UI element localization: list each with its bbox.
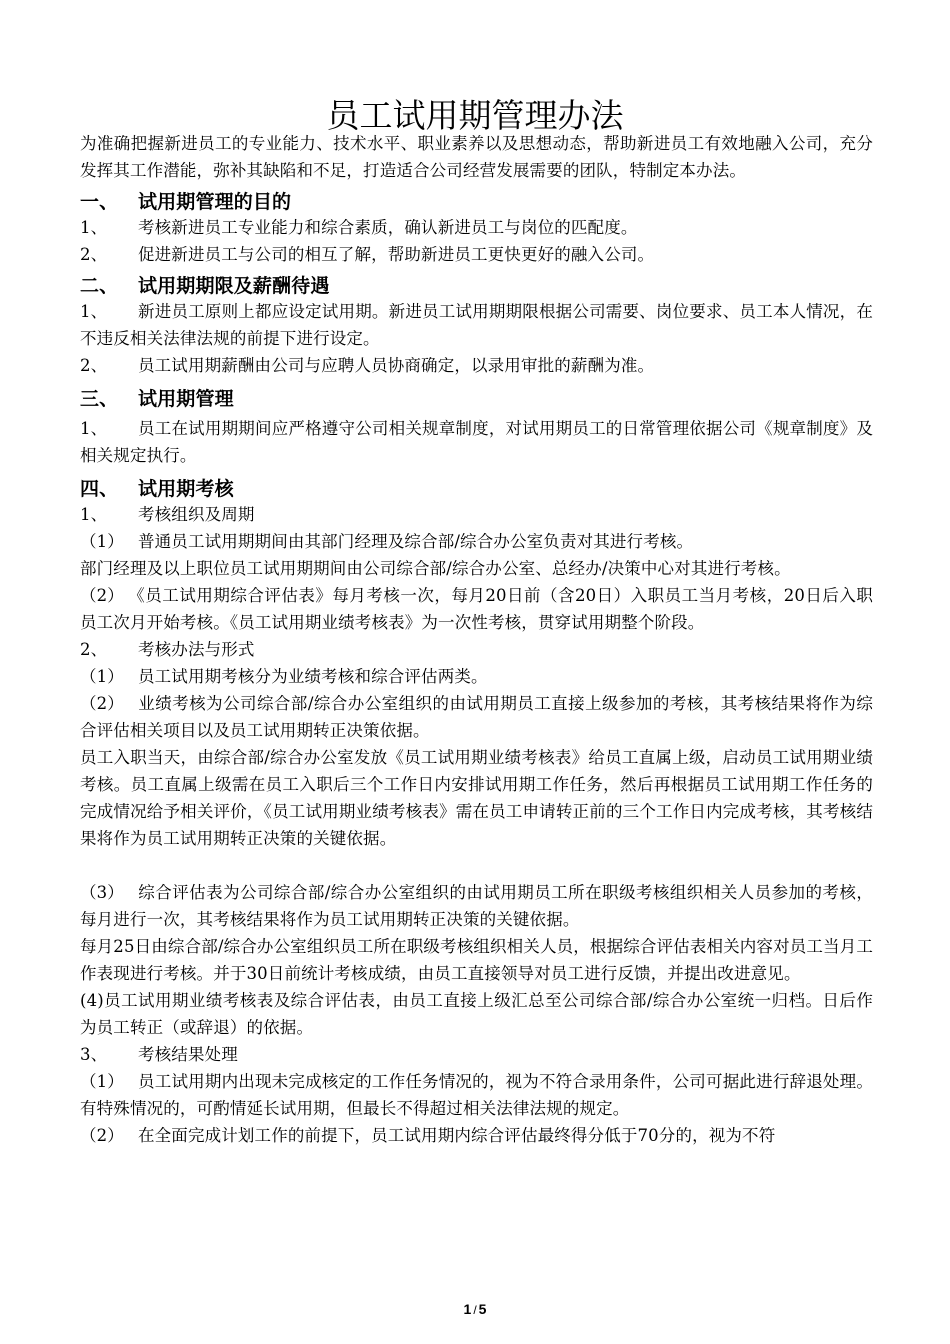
- paragraph: 每月25日由综合部/综合办公室组织员工所在职级考核组织相关人员，根据综合评估表相关内容对员工当月工作表现进行考核。并于30日前统计考核成绩，由员工直接领导对员工进行反馈，并提出改进意见。: [80, 937, 873, 983]
- paragraph: (4)员工试用期业绩考核表及综合评估表，由员工直接上级汇总至公司综合部/综合办公室统一归档。日后作为员工转正（或辞退）的依据。: [80, 991, 873, 1037]
- list-item: （2） 业绩考核为公司综合部/综合办公室组织的由试用期员工直接上级参加的考核，其考核结果将作为综合评估相关项目以及员工试用期转正决策依据。: [80, 694, 873, 740]
- document-body: [80, 130, 873, 1149]
- subsection-title: 1、 考核组织及周期: [80, 505, 255, 524]
- list-item: （1） 员工试用期内出现未完成核定的工作任务情况的，视为不符合录用条件，公司可据此进行辞退处理。有特殊情况的，可酌情延长试用期，但最长不得超过相关法律法规的规定。: [80, 1072, 873, 1118]
- list-item: （2） 《员工试用期综合评估表》每月考核一次，每月20日前（含20日）入职员工当月考核，20日后入职员工次月开始考核。《员工试用期业绩考核表》为一次性考核，贯穿试用期整个阶段。: [80, 586, 873, 632]
- list-item: 2、 促进新进员工与公司的相互了解，帮助新进员工更快更好的融入公司。: [80, 245, 655, 264]
- list-item: 2、 员工试用期薪酬由公司与应聘人员协商确定，以录用审批的薪酬为准。: [80, 356, 655, 375]
- page-number: 1 / 5: [463, 1301, 487, 1317]
- list-item: （3） 综合评估表为公司综合部/综合办公室组织的由试用期员工所在职级考核组织相关人员参加的考核，每月进行一次，其考核结果将作为员工试用期转正决策的关键依据。: [80, 883, 873, 929]
- list-item: 1、 员工在试用期期间应严格遵守公司相关规章制度，对试用期员工的日常管理依据公司《规章制度》及相关规定执行。: [80, 419, 873, 465]
- paragraph: 部门经理及以上职位员工试用期期间由公司综合部/综合办公室、总经办/决策中心对其进行考核。: [80, 559, 791, 578]
- document-title: 员工试用期管理办法: [326, 96, 624, 135]
- section-heading-4: 四、 试用期考核: [80, 478, 234, 500]
- list-item: （1） 员工试用期考核分为业绩考核和综合评估两类。: [80, 667, 488, 686]
- list-item: 1、 考核新进员工专业能力和综合素质，确认新进员工与岗位的匹配度。: [80, 218, 638, 237]
- subsection-title: 2、 考核办法与形式: [80, 640, 255, 659]
- list-item: （2） 在全面完成计划工作的前提下，员工试用期内综合评估最终得分低于70分的，视为不符: [80, 1126, 776, 1145]
- section-heading-1: 一、 试用期管理的目的: [80, 191, 292, 213]
- section-heading-3: 三、 试用期管理: [80, 388, 234, 410]
- paragraph: 员工入职当天，由综合部/综合办公室发放《员工试用期业绩考核表》给员工直属上级，启动员工试用期业绩考核。员工直属上级需在员工入职后三个工作日内安排试用期工作任务，然后再根据员工试用期工作任务的完成情况给予相关评价，《员工试用期业绩考核表》需在员工申请转正前的三个工作日内完成考核，其考核结果将作为员工试用期转正决策的关键依据。: [80, 748, 873, 848]
- intro-paragraph: 为准确把握新进员工的专业能力、技术水平、职业素养以及思想动态，帮助新进员工有效地融入公司，充分发挥其工作潜能，弥补其缺陷和不足，打造适合公司经营发展需要的团队，特制定本办法。: [80, 134, 873, 180]
- section-heading-2: 二、 试用期期限及薪酬待遇: [80, 275, 330, 297]
- list-item: （1） 普通员工试用期期间由其部门经理及综合部/综合办公室负责对其进行考核。: [80, 532, 694, 551]
- blank-line: [80, 852, 873, 879]
- subsection-title: 3、 考核结果处理: [80, 1045, 238, 1064]
- list-item: 1、 新进员工原则上都应设定试用期。新进员工试用期期限根据公司需要、岗位要求、员工本人情况，在不违反相关法律法规的前提下进行设定。: [80, 302, 873, 348]
